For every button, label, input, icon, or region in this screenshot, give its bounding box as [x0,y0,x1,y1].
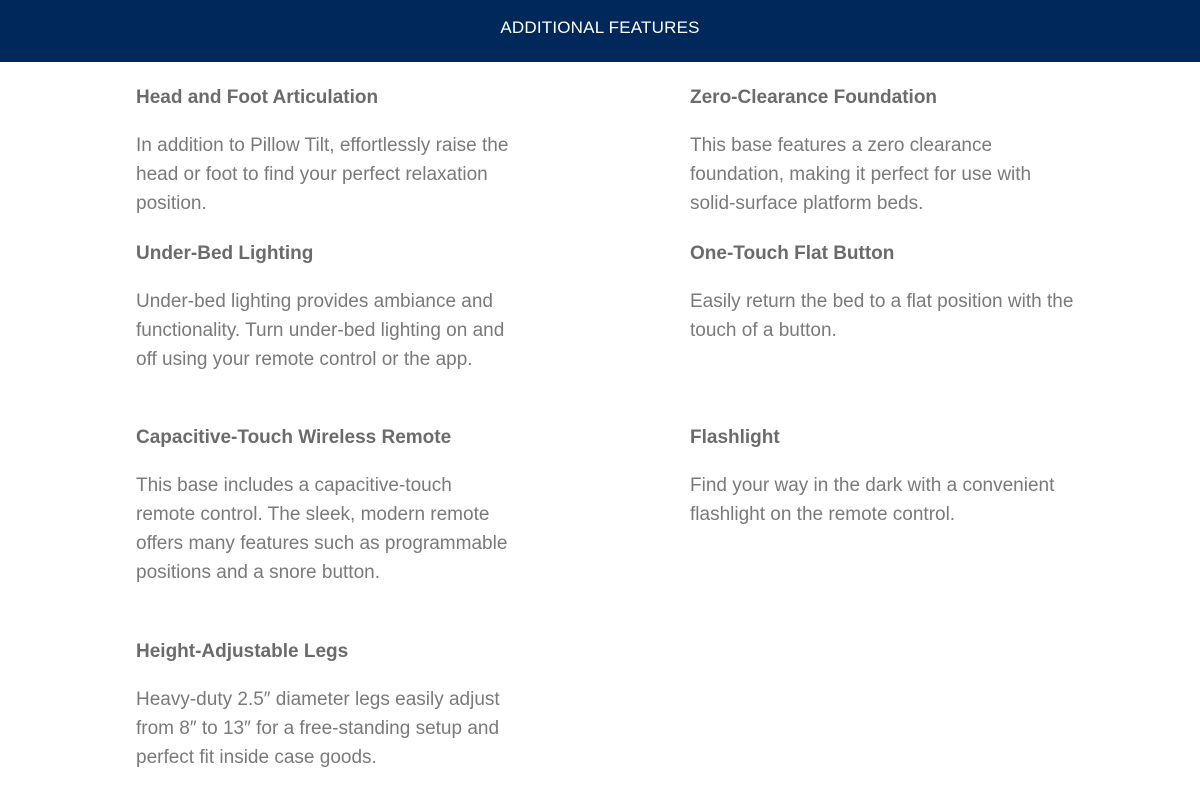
feature-description: This base features a zero clearance foundation, making it perfect for use with solid-surface platform beds. [690,135,1032,214]
feature-description: This base includes a capacitive-touch remote control. The sleek, modern remote offers many features such as programmable positions and a snore button. [136,475,508,583]
feature-title: Head and Foot Articulation [136,87,379,108]
feature-height-adjustable-legs [136,641,516,772]
feature-title: Zero-Clearance Foundation [690,87,938,108]
feature-description: Easily return the bed to a flat position with the touch of a button. [690,291,1074,341]
header-bar [0,0,1200,62]
feature-description: Heavy-duty 2.5″ diameter legs easily adjust from 8″ to 13″ for a free-standing setup and perfect fit inside case goods. [136,689,500,768]
feature-title: Height-Adjustable Legs [136,641,349,662]
feature-description: Under-bed lighting provides ambiance and functionality. Turn under-bed lighting on and off using your remote control or the app. [136,291,505,370]
section-title: ADDITIONAL FEATURES [500,18,700,37]
feature-description: Find your way in the dark with a convenient flashlight on the remote control. [690,475,1055,525]
feature-zero-clearance-foundation [690,87,1080,218]
feature-one-touch-flat-button [690,243,1080,345]
feature-title: Capacitive-Touch Wireless Remote [136,427,452,448]
feature-flashlight [690,427,1080,529]
feature-head-foot-articulation [136,87,516,218]
feature-under-bed-lighting [136,243,516,374]
feature-description: In addition to Pillow Tilt, effortlessly raise the head or foot to find your perfect relaxation position. [136,135,509,214]
feature-title: One-Touch Flat Button [690,243,895,264]
feature-title: Under-Bed Lighting [136,243,314,264]
feature-capacitive-touch-remote [136,427,516,587]
feature-title: Flashlight [690,427,780,448]
